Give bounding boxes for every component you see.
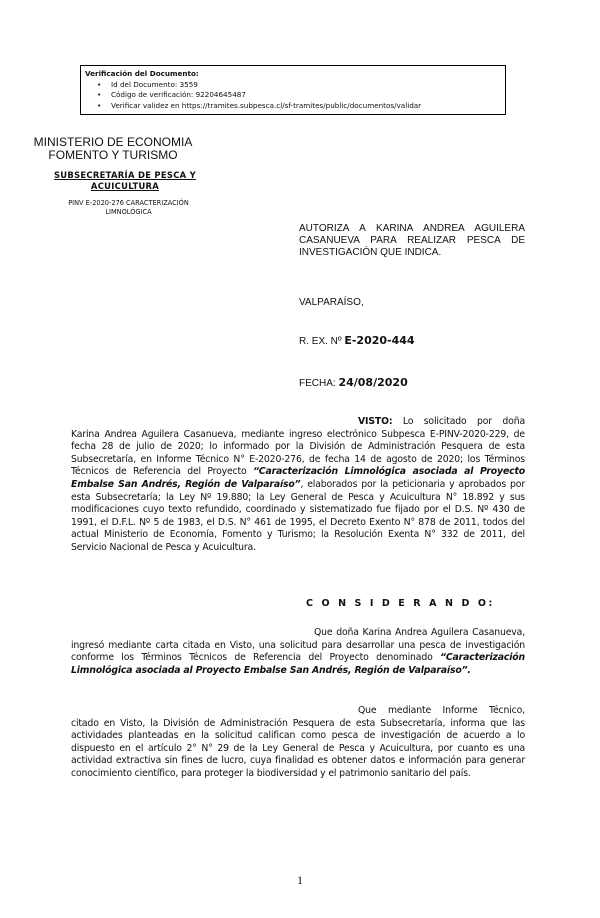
verification-url[interactable]: • Verificar validez en https://tramites.subpesca.cl/sf-tramites/public/documentos/validar: [111, 101, 501, 112]
ministry-line-1: MINISTERIO DE ECONOMIA: [33, 135, 193, 149]
verification-code: • Código de verificación: 92204645487: [111, 90, 501, 101]
visto-project-title: “Caracterización Limnológica asociada al Proyecto Embalse San Andrés, Región de Valparaíso”: [71, 466, 525, 490]
considerando-paragraph-1: [71, 627, 525, 677]
resolution-number-label: R. EX. Nº: [299, 336, 342, 347]
resolution-place: VALPARAÍSO,: [299, 297, 364, 308]
verification-id: • Id del Documento: 3559: [111, 80, 501, 91]
ministry-line-2: FOMENTO Y TURISMO: [48, 148, 178, 162]
resolution-date-label: FECHA:: [299, 378, 336, 389]
resolution-number: [299, 334, 415, 347]
verification-box: [80, 65, 506, 115]
ministry-header: [33, 136, 193, 162]
resolution-date-value: 24/08/2020: [338, 376, 408, 389]
verification-list: [85, 80, 501, 112]
visto-label: VISTO:: [358, 416, 393, 427]
considerando-paragraph-2: Que mediante Informe Técnico, citado en Visto, la División de Administración Pesquera de esta Subsecretaría, informa que las actividades planteadas en la solicitud califican como pesca de investigación de acuerdo a lo dispuesto en el artículo 2° N° 29 de la Ley General de Pesca y Acuicultura, por cuanto es una actividad extractiva sin fines de lucro, cuya finalidad es obtener datos e información para generar conocimiento científico, para proteger la biodiversidad y el patrimonio sanitario del país.: [71, 705, 525, 779]
visto-text-2: , elaborados por la peticionaria y aprobados por esta Subsecretaría; la Ley Nº 19.880; la Ley General de Pesca y Acuicultura N° 18.892 y sus modificaciones cuyo texto refundido, coordinado y sistematizado fue fijado por el D.S. Nº 430 de 1991, el D.F.L. Nº 5 de 1983, el D.S. N° 461 de 1995, el Decreto Exento N° 878 de 2011, todos del actual Ministerio de Economía, Fomento y Turismo; la Resolución Exenta N° 332 de 2011, del Servicio Nacional de Pesca y Acuicultura.: [71, 478, 525, 553]
visto-paragraph: [71, 416, 525, 555]
verification-title: Verificación del Documento:: [85, 69, 199, 78]
page-number: 1: [297, 873, 303, 887]
subsecretaria-title: SUBSECRETARÍA DE PESCA Y ACUICULTURA: [53, 170, 197, 191]
resolution-date: [299, 376, 408, 389]
visto-text-1: Lo solicitado por doña Karina Andrea Aguilera Casanueva, mediante ingreso electrónico Subpesca E-PINV-2020-229, de fecha 28 de julio de 2020; lo informado por la División de Administración Pesquera de esta Subsecretaría, en Informe Técnico N° E-2020-276, de fecha 14 de agosto de 2020; los Términos Técnicos de Referencia del Proyecto: [71, 416, 525, 478]
reference-code: PINV E-2020-276 CARACTERIZACIÓN LIMNOLÓGICA: [68, 199, 189, 216]
considerando-p1-text: Que doña Karina Andrea Aguilera Casanueva, ingresó mediante carta citada en Visto, una solicitud para desarrollar una pesca de investigación conforme los Términos Técnicos de Referencia del Proyecto denominado: [71, 627, 525, 664]
resolution-number-value: E-2020-444: [344, 334, 415, 347]
considerando-p1-project: “Caracterización Limnológica asociada al Proyecto Embalse San Andrés, Región de Valparaíso”.: [71, 652, 525, 676]
resolution-summary: AUTORIZA A KARINA ANDREA AGUILERA CASANUEVA PARA REALIZAR PESCA DE INVESTIGACIÓN QUE INDICA.: [299, 223, 525, 259]
considerando-heading: C O N S I D E R A N D O:: [306, 598, 495, 609]
